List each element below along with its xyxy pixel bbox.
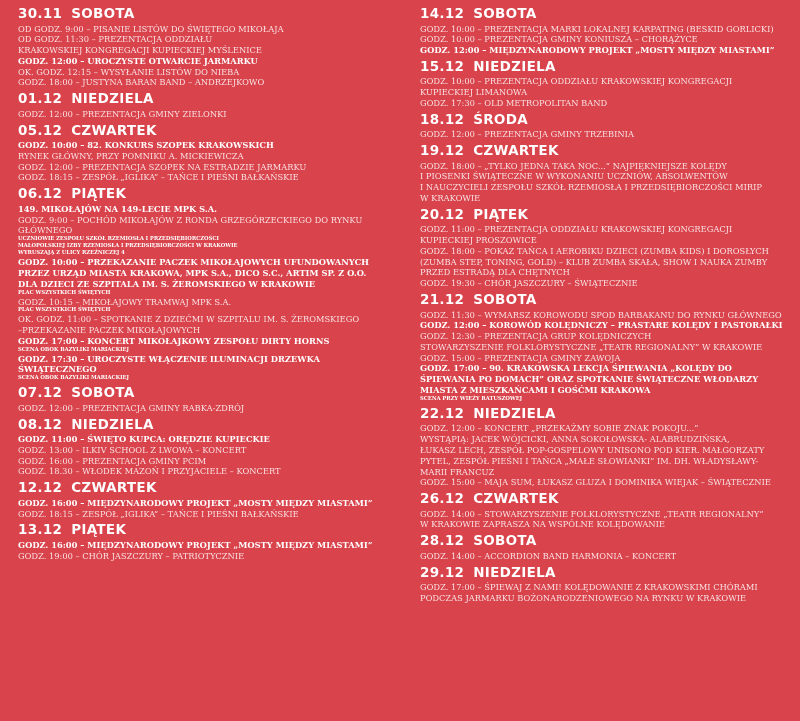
day-heading [420, 112, 790, 130]
day-date: 13.12 [18, 522, 63, 539]
day-heading [18, 91, 398, 109]
day-weekday: NIEDZIELA [71, 91, 154, 108]
day-block [420, 59, 790, 109]
event-line: MIASTA Z MIESZKAŃCAMI I GOŚĆMI KRAKOWA [420, 385, 651, 396]
event-line: OK. GODZ. 12:15 – WYSYŁANIE LISTÓW DO NIEBA [18, 66, 240, 77]
event-line: GODZ. 11:00 – ŚWIĘTO KUPCA: ORĘDZIE KUPIECKIE [18, 434, 270, 445]
day-heading [18, 480, 398, 498]
event-line: GODZ. 19:30 – CHÓR JASZCZURY – ŚWIĄTECZNIE [420, 278, 638, 289]
event-venue: WYRUSZAJĄ Z ULICY RZEŹNICZEJ 4 [18, 250, 125, 257]
event-line: GODZ. 16:00 – MIĘDZYNARODOWY PROJEKT „MOSTY MIĘDZY MIASTAMI” [18, 539, 373, 550]
day-weekday: SOBOTA [473, 6, 537, 22]
day-weekday: CZWARTEK [71, 480, 157, 497]
event-line: ŁUKASZ LECH, ZESPÓŁ POP-GOSPELOWY UNISONO POD KIER. MAŁGORZATY [420, 444, 765, 455]
day-block [420, 292, 790, 403]
event-line: GODZ. 15:00 – PREZENTACJA GMINY ZAWOJA [420, 352, 621, 363]
event-line: GODZ. 18:15 – ZESPÓŁ „IGLIKA” – TAŃCE I PIEŚNI BAŁKAŃSKIE [18, 508, 299, 519]
event-line: W KRAKOWIE [420, 193, 481, 203]
day-date: 26.12 [420, 491, 465, 508]
day-weekday: NIEDZIELA [473, 405, 556, 422]
day-heading [420, 292, 790, 310]
event-line: GODZ. 12:00 – KONCERT „PRZEKAŻMY SOBIE ZNAK POKOJU...” [420, 423, 699, 434]
day-date: 08.12 [18, 416, 63, 433]
day-heading [18, 522, 398, 540]
day-block [420, 143, 790, 204]
day-weekday: NIEDZIELA [71, 416, 154, 433]
event-line: KRAKOWSKIEJ KONGREGACJI KUPIECKIEJ MYŚLENICE [18, 45, 262, 56]
event-line: GODZ. 12:30 – PREZENTACJA GRUP KOLĘDNICZYCH [420, 331, 652, 342]
event-line: GODZ. 12:00 – PREZENTACJA SZOPEK NA ESTRADZIE JARMARKU [18, 161, 307, 172]
event-line: GODZ. 14:00 – STOWARZYSZENIE FOLKLORYSTYCZNE „TEATR REGIONALNY” [420, 508, 764, 519]
event-line: OD GODZ. 11:30 – PREZENTACJA ODDZIAŁU [18, 34, 213, 45]
day-block [18, 123, 398, 184]
event-line: GODZ. 10:00 – 82. KONKURS SZOPEK KRAKOWSKICH [18, 140, 274, 151]
event-line: 149. MIKOŁAJÓW NA 149-LECIE MPK S.A. [18, 203, 218, 214]
day-date: 30.11 [18, 6, 63, 22]
day-block [18, 6, 398, 88]
event-line: GODZ. 10:00 – PRZEKAZANIE PACZEK MIKOŁAJOWYCH UFUNDOWANYCH [18, 257, 370, 268]
event-line: –PRZEKAZANIE PACZEK MIKOŁAJOWYCH [18, 325, 201, 336]
event-line: GODZ. 10:00 – PREZENTACJA GMINY KONIUSZA – CHORĄŻYCE [420, 34, 698, 45]
day-block [18, 385, 398, 413]
day-block [18, 480, 398, 519]
day-block [18, 522, 398, 561]
event-line: KUPIECKIEJ PROSZOWICE [420, 235, 537, 246]
day-heading [420, 406, 790, 424]
event-line: W KRAKOWIE ZAPRASZA NA WSPÓLNE KOLĘDOWANIE [420, 519, 665, 530]
day-heading [18, 123, 398, 141]
day-heading [420, 6, 790, 24]
day-heading [420, 533, 790, 551]
event-line: PRZED ESTRADĄ DLA CHĘTNYCH [420, 267, 570, 278]
event-line: WYSTĄPIĄ: JACEK WÓJCICKI, ANNA SOKOŁOWSKA- ALABRUDZIŃSKA, [420, 434, 730, 445]
day-date: 19.12 [420, 143, 465, 160]
event-venue: MAŁOPOLSKIEJ IZBY RZEMIOSŁA I PRZEDSIĘBIORCZOŚCI W KRAKOWIE [18, 243, 238, 250]
day-date: 07.12 [18, 385, 63, 402]
event-venue: SCENA OBOK BAZYLIKI MARIACKIEJ [18, 375, 129, 382]
event-venue: PLAC WSZYSTKICH ŚWIĘTYCH [18, 307, 111, 314]
day-weekday: SOBOTA [71, 6, 135, 22]
event-line: GODZ. 10:00 – PREZENTACJA MARKI LOKALNEJ KARPATING (BESKID GORLICKI) [420, 23, 774, 34]
event-line: GODZ. 11:30 – WYMARSZ KOROWODU SPOD BARBAKANU DO RYNKU GŁÓWNEGO [420, 309, 782, 320]
day-date: 21.12 [420, 292, 465, 309]
event-venue: UCZNIOWIE ZESPOŁU SZKÓŁ RZEMIOSŁA I PRZEDSIĘBIORCZOŚCI [18, 236, 219, 243]
day-weekday: SOBOTA [71, 385, 135, 402]
day-heading [18, 417, 398, 435]
event-line: I NAUCZYCIELI ZESPOŁU SZKÓŁ RZEMIOSŁA I PRZEDSIĘBIORCZOŚCI MIRIP [420, 182, 762, 193]
day-block [420, 565, 790, 604]
event-line: OK. GODZ. 11:00 – SPOTKANIE Z DZIEĆMI W SZPITALU IM. S. ŻEROMSKIEGO [18, 314, 360, 325]
day-block [18, 186, 398, 382]
day-weekday: NIEDZIELA [473, 564, 556, 581]
day-weekday: ŚRODA [473, 111, 528, 128]
day-weekday: CZWARTEK [473, 143, 559, 160]
event-venue: SCENA OBOK BAZYLIKI MARIACKIEJ [18, 346, 129, 353]
day-block [420, 207, 790, 289]
event-line: GODZ. 14:00 – ACCORDION BAND HARMONIA – KONCERT [420, 550, 677, 561]
event-line: GODZ. 17:00 – 90. KRAKOWSKA LEKCJA ŚPIEWANIA „KOLĘDY DO [420, 363, 732, 374]
day-date: 12.12 [18, 480, 63, 497]
event-line: ŚPIEWANIA PO DOMACH” ORAZ SPOTKANIE ŚWIĄTECZNE WŁODARZY [420, 374, 759, 385]
day-date: 28.12 [420, 533, 465, 550]
event-line: GODZ. 17:00 – ŚPIEWAJ Z NAMI! KOLĘDOWANIE Z KRAKOWSKIMI CHÓRAMI [420, 582, 758, 593]
event-line: GODZ. 18:00 – POKAZ TAŃCA I AEROBIKU DZIECI (ZUMBA KIDS) I DOROSŁYCH [420, 245, 769, 256]
event-line: GODZ. 13:00 – ILKIV SCHOOL Z LWOWA – KONCERT [18, 444, 247, 455]
day-block [420, 112, 790, 140]
day-heading [420, 207, 790, 225]
day-block [420, 491, 790, 530]
event-line: RYNEK GŁÓWNY, PRZY POMNIKU A. MICKIEWICZA [18, 150, 244, 161]
day-date: 20.12 [420, 206, 465, 223]
day-block [420, 533, 790, 561]
day-block [420, 6, 790, 56]
event-line: (ZUMBA STEP, TONING, GOLD) – KLUB ZUMBA SKAŁA, SHOW I NAUKA ZUMBY [420, 256, 768, 267]
event-line: GŁÓWNEGO [18, 225, 73, 236]
event-venue: PLAC WSZYSTKICH ŚWIĘTYCH [18, 289, 111, 296]
event-line: GODZ. 9:00 – POCHÓD MIKOŁAJÓW Z RONDA GRZEGÓRZECKIEGO DO RYNKU [18, 214, 363, 225]
event-line: GODZ. 18:15 – ZESPÓŁ „IGLIKA” – TAŃCE I PIEŚNI BAŁKAŃSKIE [18, 172, 299, 183]
day-date: 05.12 [18, 122, 63, 139]
event-line: GODZ. 16:00 – MIĘDZYNARODOWY PROJEKT „MOSTY MIĘDZY MIASTAMI” [18, 497, 373, 508]
event-line: GODZ. 12:00 – KOROWÓD KOLĘDNICZY – PRASTARE KOLĘDY I PASTORAŁKI [420, 320, 783, 331]
event-line: GODZ. 12:00 – PREZENTACJA GMINY TRZEBINIA [420, 129, 634, 140]
day-date: 18.12 [420, 111, 465, 128]
event-line: GODZ. 12:00 – PREZENTACJA GMINY ZIELONKI [18, 108, 227, 119]
day-heading [420, 143, 790, 161]
day-heading [18, 385, 398, 403]
day-heading [420, 565, 790, 583]
day-date: 06.12 [18, 186, 63, 203]
event-line: GODZ. 10:00 – PREZENTACJA ODDZIAŁU KRAKOWSKIEJ KONGREGACJI [420, 76, 733, 87]
event-line: GODZ. 17:00 – KONCERT MIKOŁAJKOWY ZESPOŁU DIRTY HORNS [18, 335, 330, 346]
event-line: I PIOSENKI ŚWIĄTECZNE W WYKONANIU UCZNIÓW, ABSOLWENTÓW [420, 171, 728, 182]
event-line: ŚWIĄTECZNEGO [18, 364, 97, 375]
day-block [18, 91, 398, 119]
day-date: 22.12 [420, 405, 465, 422]
event-line: GODZ. 18.30 – WŁODEK MAZOŃ I PRZYJACIELE – KONCERT [18, 466, 281, 477]
day-weekday: PIĄTEK [71, 186, 127, 203]
event-line: OD GODZ. 9:00 – PISANIE LISTÓW DO ŚWIĘTEGO MIKOŁAJA [18, 23, 284, 34]
event-line: GODZ. 15:00 – MAJA SUM, ŁUKASZ GLUZA I DOMINIKA WIEJAK – ŚWIĄTECZNIE [420, 477, 771, 488]
day-weekday: NIEDZIELA [473, 58, 556, 75]
day-heading [18, 186, 398, 204]
day-date: 29.12 [420, 564, 465, 581]
event-line: PODCZAS JARMARKU BOŻONARODZENIOWEGO NA RYNKU W KRAKOWIE [420, 592, 747, 603]
day-weekday: CZWARTEK [473, 491, 559, 508]
event-line: GODZ. 17:30 – UROCZYSTE WŁĄCZENIE ILUMINACJI DRZEWKA [18, 353, 320, 364]
day-date: 01.12 [18, 91, 63, 108]
day-date: 15.12 [420, 58, 465, 75]
day-date: 14.12 [420, 6, 465, 22]
day-heading [420, 59, 790, 77]
day-weekday: PIĄTEK [71, 522, 127, 539]
event-line: GODZ. 12:00 – MIĘDZYNARODOWY PROJEKT „MOSTY MIĘDZY MIASTAMI” [420, 45, 775, 56]
day-weekday: PIĄTEK [473, 206, 529, 223]
event-line: PRZEZ URZĄD MIASTA KRAKOWA, MPK S.A., DICO S.C., ARTIM SP. Z O.O. [18, 267, 367, 278]
day-heading [420, 491, 790, 509]
event-line: GODZ. 16:00 – PREZENTACJA GMINY PCIM [18, 455, 207, 466]
event-line: GODZ. 18:00 – „TYLKO JEDNA TAKA NOC...” NAJPIĘKNIEJSZE KOLĘDY [420, 160, 727, 171]
schedule-left-column [18, 6, 398, 564]
event-line: GODZ. 17:30 – OLD METROPOLITAN BAND [420, 98, 608, 108]
event-venue: SCENA PRZY WIEŻY RATUSZOWEJ [420, 395, 523, 402]
event-line: GODZ. 19:00 – CHÓR JASZCZURY – PATRIOTYCZNIE [18, 550, 245, 561]
day-weekday: SOBOTA [473, 292, 537, 309]
day-block [18, 417, 398, 478]
day-heading [18, 6, 398, 24]
event-line: DLA DZIECI ZE SZPITALA IM. S. ŻEROMSKIEGO W KRAKOWIE [18, 278, 316, 289]
event-line: GODZ. 11:00 – PREZENTACJA ODDZIAŁU KRAKOWSKIEJ KONGREGACJI [420, 224, 733, 235]
event-line: KUPIECKIEJ LIMANOWA [420, 87, 528, 98]
event-line: GODZ. 18:00 – JUSTYNA BARAN BAND – ANDRZEJKOWO [18, 77, 265, 88]
day-weekday: CZWARTEK [71, 122, 157, 139]
event-line: GODZ. 10:15 – MIKOŁAJOWY TRAMWAJ MPK S.A. [18, 296, 232, 307]
day-weekday: SOBOTA [473, 533, 537, 550]
day-block [420, 406, 790, 488]
event-line: PYTEL, ZESPÓŁ PIEŚNI I TAŃCA „MAŁE SŁOWIANKI” IM. DH. WŁADYSŁAWY- [420, 455, 759, 466]
event-line: MARII FRANCUZ [420, 466, 495, 477]
event-line: GODZ. 12:00 – PREZENTACJA GMINY RABKA-ZDRÓJ [18, 402, 245, 413]
event-line: STOWARZYSZENIE FOLKLORYSTYCZNE „TEATR REGIONALNY” W KRAKOWIE [420, 341, 763, 352]
schedule-right-column [420, 6, 790, 607]
event-line: GODZ. 12:00 – UROCZYSTE OTWARCIE JARMARKU [18, 55, 258, 66]
